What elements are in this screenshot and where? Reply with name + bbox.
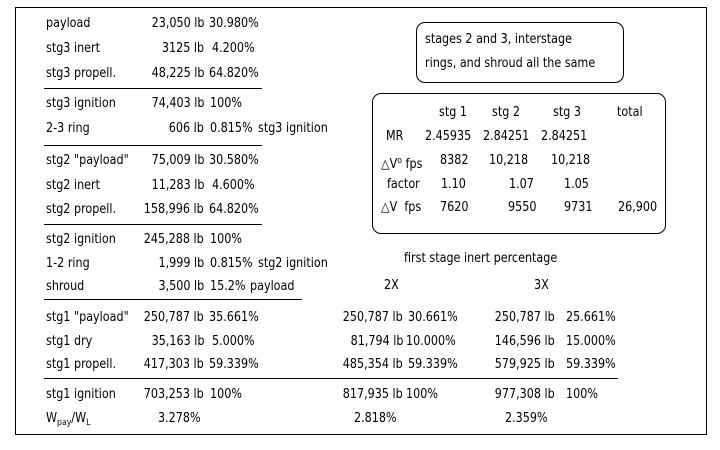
factor-value: 1.10 — [441, 177, 466, 192]
dv-label: △V fps — [381, 200, 422, 215]
row-mass: 11,283 lb — [151, 178, 204, 193]
row-mass: 606 lb — [168, 121, 204, 136]
row-label: 2-3 ring — [46, 121, 90, 136]
row-mass: 250,787 lb — [144, 310, 204, 325]
mr-value: 2.45935 — [425, 129, 472, 144]
row-label: stg1 dry — [46, 334, 93, 349]
factor-value: 1.07 — [509, 177, 534, 192]
row-note: payload — [250, 279, 295, 294]
row-pct-2x: 100% — [406, 387, 438, 402]
row-label: shroud — [46, 279, 85, 294]
row-mass: 35,163 lb — [151, 334, 204, 349]
col-header: total — [617, 105, 643, 120]
row-label: stg2 ignition — [46, 232, 116, 247]
divider — [44, 88, 262, 89]
dv-total: 26,900 — [618, 200, 658, 215]
row-label: stg3 ignition — [46, 96, 116, 111]
row-mass: 245,288 lb — [144, 232, 204, 247]
row-mass: 3125 lb — [161, 41, 204, 56]
row-pct-2x: 30.661% — [408, 310, 458, 325]
divider — [44, 224, 262, 225]
row-note: stg2 ignition — [258, 256, 328, 271]
row-note: stg3 ignition — [258, 121, 328, 136]
mr-value: 2.84251 — [541, 129, 588, 144]
row-pct: 100% — [210, 232, 242, 247]
row-mass-2x: 250,787 lb — [343, 310, 403, 325]
col-3x-heading: 3X — [534, 278, 549, 293]
row-pct-3x: 59.339% — [566, 357, 616, 372]
row-mass: 703,253 lb — [144, 387, 204, 402]
divider — [44, 378, 618, 379]
row-label: payload — [46, 16, 91, 31]
divider — [44, 145, 262, 146]
payload-fraction-base: 3.278% — [158, 411, 201, 426]
dv-value: 9550 — [508, 200, 537, 215]
row-mass: 417,303 lb — [144, 357, 204, 372]
row-mass: 1,999 lb — [158, 256, 204, 271]
row-pct: 5.000% — [212, 334, 255, 349]
row-label: stg2 "payload" — [46, 153, 129, 168]
row-pct-3x: 100% — [566, 387, 598, 402]
row-label: stg3 inert — [46, 41, 101, 56]
row-pct: 0.815% — [210, 121, 253, 136]
row-pct: 100% — [210, 387, 242, 402]
row-mass: 48,225 lb — [151, 66, 204, 81]
factor-value: 1.05 — [564, 177, 589, 192]
dv0-value: 8382 — [440, 153, 469, 168]
row-label: stg1 propell. — [46, 357, 117, 372]
dv-value: 7620 — [440, 200, 469, 215]
row-pct: 64.820% — [209, 66, 259, 81]
dv0-value: 10,218 — [489, 153, 529, 168]
row-pct: 64.820% — [209, 202, 259, 217]
payload-fraction-label: $W_{pay}/W_L$ — [46, 411, 91, 428]
row-label: stg1 "payload" — [46, 310, 129, 325]
row-mass-2x: 81,794 lb — [350, 334, 403, 349]
inert-heading: first stage inert percentage — [404, 251, 558, 266]
note-line-1: stages 2 and 3, interstage — [425, 32, 572, 47]
row-pct: 100% — [210, 96, 242, 111]
row-pct: 30.980% — [209, 16, 259, 31]
row-pct: 59.339% — [209, 357, 259, 372]
row-label: stg3 propell. — [46, 66, 117, 81]
row-mass-2x: 485,354 lb — [343, 357, 403, 372]
row-pct-2x: 10.000% — [406, 334, 456, 349]
row-mass-3x: 977,308 lb — [495, 387, 555, 402]
row-label: stg2 inert — [46, 178, 101, 193]
row-mass: 158,996 lb — [144, 202, 204, 217]
col-header: stg 1 — [439, 105, 467, 120]
row-pct: 30.580% — [209, 153, 259, 168]
payload-fraction-3x: 2.359% — [505, 411, 548, 426]
row-label: stg1 ignition — [46, 387, 116, 402]
row-pct-3x: 25.661% — [566, 310, 616, 325]
mr-value: 2.84251 — [483, 129, 530, 144]
row-mass: 75,009 lb — [151, 153, 204, 168]
col-header: stg 2 — [492, 105, 520, 120]
col-2x-heading: 2X — [384, 278, 399, 293]
row-mass: 74,403 lb — [151, 96, 204, 111]
mr-label: MR — [386, 129, 404, 144]
row-mass-3x: 579,925 lb — [495, 357, 555, 372]
row-mass: 3,500 lb — [158, 279, 204, 294]
row-pct: 0.815% — [210, 256, 253, 271]
row-pct: 4.600% — [212, 178, 255, 193]
dv0-value: 10,218 — [551, 153, 591, 168]
col-header: stg 3 — [553, 105, 581, 120]
payload-fraction-2x: 2.818% — [354, 411, 397, 426]
note-line-2: rings, and shroud all the same — [425, 56, 596, 71]
row-mass-2x: 817,935 lb — [343, 387, 403, 402]
row-mass-3x: 250,787 lb — [495, 310, 555, 325]
row-pct-3x: 15.000% — [566, 334, 616, 349]
row-mass-3x: 146,596 lb — [495, 334, 555, 349]
row-pct: 15.2% — [210, 279, 246, 294]
factor-label: factor — [387, 177, 420, 192]
row-pct: 35.661% — [209, 310, 259, 325]
row-pct: 4.200% — [212, 41, 255, 56]
row-label: 1-2 ring — [46, 256, 90, 271]
row-mass: 23,050 lb — [151, 16, 204, 31]
dv-value: 9731 — [564, 200, 593, 215]
dv0-label: $\triangle V^o$ fps — [381, 156, 423, 172]
divider — [44, 299, 302, 300]
row-pct-2x: 59.339% — [408, 357, 458, 372]
row-label: stg2 propell. — [46, 202, 117, 217]
